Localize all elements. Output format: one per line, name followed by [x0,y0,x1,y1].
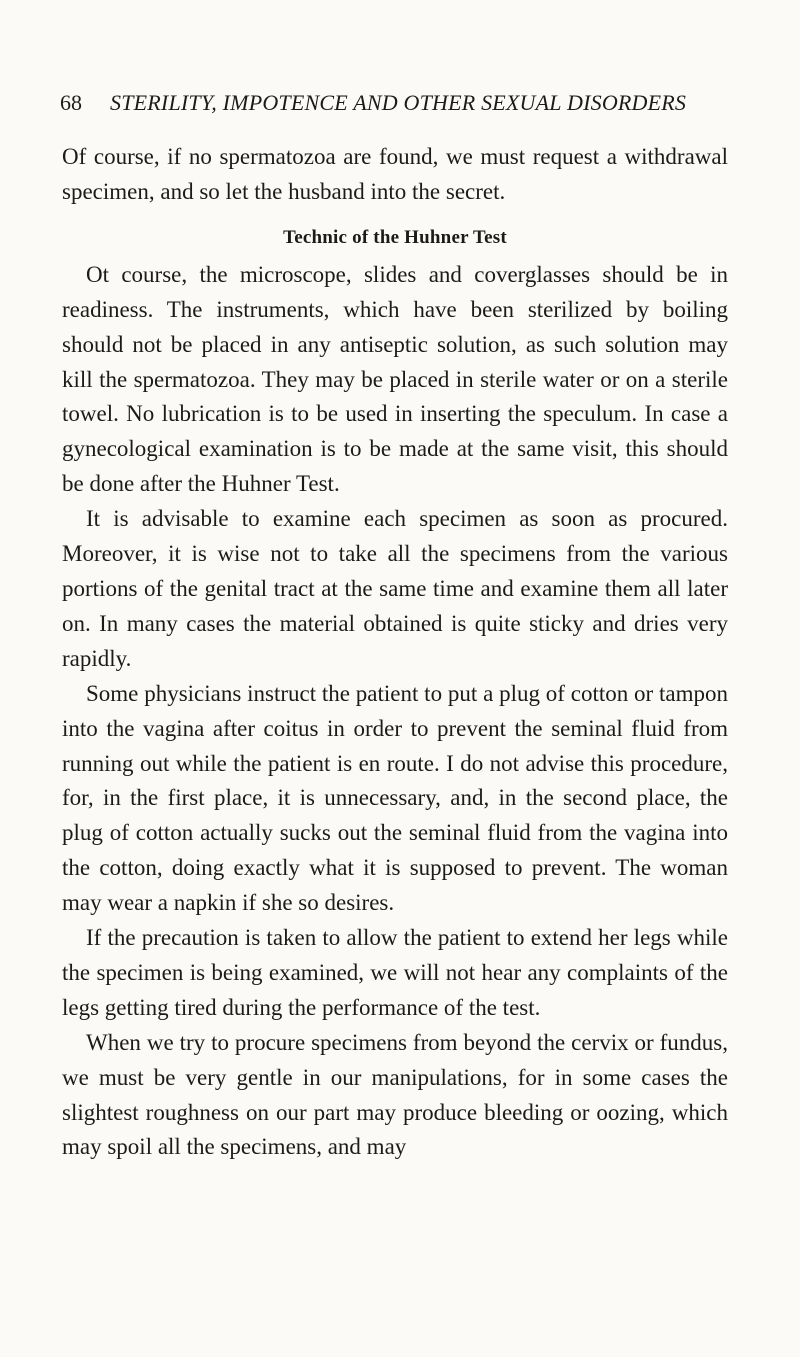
paragraph: If the precaution is taken to allow the patient to extend her legs while the specimen is being examined, we will not hear any complaints of the legs getting tired during the performance of the test. [62,925,728,1020]
book-page [62,90,728,1165]
running-title: STERILITY, IMPOTENCE AND OTHER SEXUAL DISORDERS [110,90,687,115]
page-number: 68 [60,90,82,115]
body-text [62,140,728,1165]
paragraph: Of course, if no spermatozoa are found, we must request a withdrawal specimen, and so let the husband into the secret. [62,144,728,204]
paragraph: Some physicians instruct the patient to put a plug of cotton or tampon into the vagina after coitus in order to prevent the seminal fluid from running out while the patient is en route. I do not advise this procedure, for, in the first place, it is unnecessary, and, in the second place, the plug of cotton actually sucks out the seminal fluid from the vagina into the cotton, doing exactly what it is supposed to prevent. The woman may wear a napkin if she so desires. [62,680,728,916]
section-heading: Technic of the Huhner Test [283,226,507,248]
running-head [60,90,728,116]
paragraph: When we try to procure specimens from beyond the cervix or fundus, we must be very gentle in our manipulations, for in some cases the slightest roughness on our part may produce bleeding or oozing, which may spoil all the specimens, and may [62,1029,728,1160]
paragraph: Ot course, the microscope, slides and coverglasses should be in readiness. The instruments, which have been sterilized by boiling should not be placed in any antiseptic solution, as such solution may kill the spermatozoa. They may be placed in sterile water or on a sterile towel. No lubrication is to be used in inserting the speculum. In case a gynecological examination is to be made at the same visit, this should be done after the Huhner Test. [62,261,728,497]
paragraph: It is advisable to examine each specimen as soon as procured. Moreover, it is wise not to take all the specimens from the various portions of the genital tract at the same time and examine them all later on. In many cases the material obtained is quite sticky and dries very rapidly. [62,506,728,671]
